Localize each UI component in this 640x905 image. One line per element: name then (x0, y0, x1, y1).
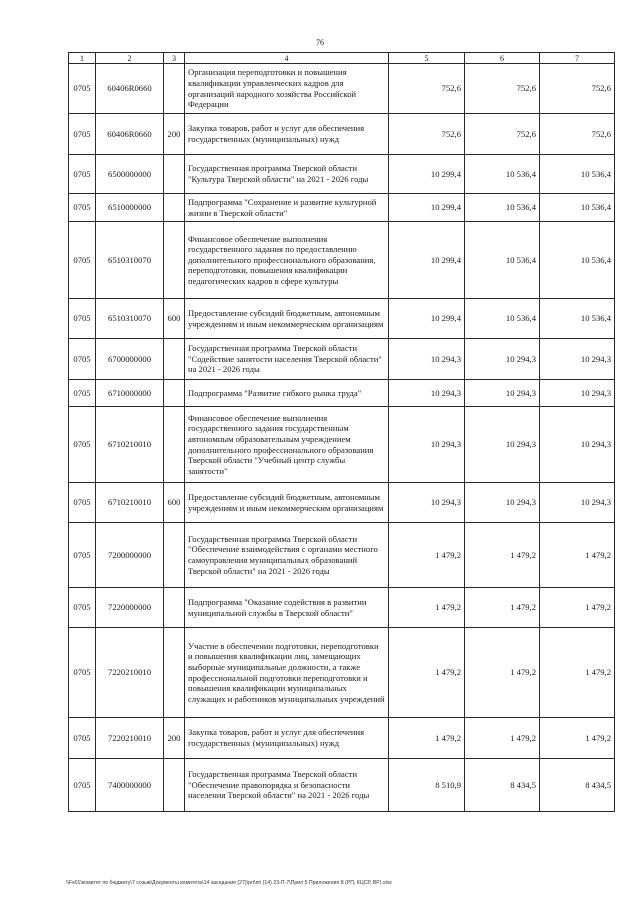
table-row (69, 64, 615, 114)
expense-kind-code (164, 628, 185, 718)
expense-kind-code (164, 407, 185, 483)
amount-year-1: 10 299,4 (389, 155, 465, 194)
target-article-code: 60406R0660 (96, 64, 164, 114)
item-name: Государственная программа Тверской области "Обеспечение взаимодействия с органами местного самоуправления муниципальных образований Тверской области" на 2021 - 2026 годы (185, 523, 389, 588)
amount-year-2: 1 479,2 (465, 588, 540, 628)
target-article-code: 6710000000 (96, 380, 164, 407)
amount-year-3: 10 294,3 (540, 483, 615, 523)
item-name: Подпрограмма "Развитие гибкого рынка труда" (185, 380, 389, 407)
section-code: 0705 (69, 114, 96, 155)
item-name: Государственная программа Тверской области "Культура Тверской области" на 2021 - 2026 годы (185, 155, 389, 194)
amount-year-2: 1 479,2 (465, 523, 540, 588)
amount-year-3: 1 479,2 (540, 523, 615, 588)
section-code: 0705 (69, 759, 96, 812)
item-name: Закупка товаров, работ и услуг для обеспечения государственных (муниципальных) нужд (185, 114, 389, 155)
target-article-code: 6710210010 (96, 407, 164, 483)
amount-year-3: 10 536,4 (540, 299, 615, 339)
table-row (69, 299, 615, 339)
amount-year-1: 10 299,4 (389, 222, 465, 299)
target-article-code: 60406R0660 (96, 114, 164, 155)
column-number: 2 (96, 53, 164, 64)
amount-year-3: 10 536,4 (540, 222, 615, 299)
target-article-code: 6510310070 (96, 299, 164, 339)
amount-year-2: 10 294,3 (465, 339, 540, 380)
amount-year-2: 10 536,4 (465, 155, 540, 194)
expense-kind-code (164, 155, 185, 194)
table-row (69, 114, 615, 155)
column-number: 5 (389, 53, 465, 64)
item-name: Государственная программа Тверской области "Обеспечение правопорядка и безопасности населения Тверской области" на 2021 - 2026 годы (185, 759, 389, 812)
amount-year-3: 1 479,2 (540, 718, 615, 759)
section-code: 0705 (69, 299, 96, 339)
table-row (69, 222, 615, 299)
table-row (69, 523, 615, 588)
expense-kind-code (164, 380, 185, 407)
item-name: Финансовое обеспечение выполнения государственного задания государственным автономным образовательным учреждением дополнительного профессионального образования Тверской области "Учебный центр службы занятости" (185, 407, 389, 483)
amount-year-1: 10 294,3 (389, 339, 465, 380)
expense-kind-code (164, 222, 185, 299)
amount-year-1: 10 299,4 (389, 299, 465, 339)
expense-kind-code (164, 64, 185, 114)
amount-year-1: 1 479,2 (389, 628, 465, 718)
expense-kind-code (164, 339, 185, 380)
amount-year-2: 10 294,3 (465, 483, 540, 523)
section-code: 0705 (69, 483, 96, 523)
amount-year-2: 10 294,3 (465, 407, 540, 483)
item-name: Организация переподготовки и повышения квалификации управленческих кадров для организаций народного хозяйства Российской Федерации (185, 64, 389, 114)
amount-year-2: 10 536,4 (465, 222, 540, 299)
item-name: Закупка товаров, работ и услуг для обеспечения государственных (муниципальных) нужд (185, 718, 389, 759)
amount-year-2: 1 479,2 (465, 628, 540, 718)
table-row (69, 759, 615, 812)
item-name: Подпрограмма "Оказание содействия в развитии муниципальной службы в Тверской области" (185, 588, 389, 628)
amount-year-2: 8 434,5 (465, 759, 540, 812)
section-code: 0705 (69, 222, 96, 299)
target-article-code: 6510000000 (96, 194, 164, 222)
column-number: 4 (185, 53, 389, 64)
item-name: Финансовое обеспечение выполнения государственного задания по предоставлению дополнительного профессионального образования, переподготовки, повышения квалификации педагогических кадров в сфере культуры (185, 222, 389, 299)
expense-kind-code (164, 194, 185, 222)
amount-year-2: 10 536,4 (465, 194, 540, 222)
amount-year-2: 10 536,4 (465, 299, 540, 339)
page-number: 76 (316, 38, 324, 47)
amount-year-3: 10 294,3 (540, 380, 615, 407)
amount-year-1: 10 294,3 (389, 380, 465, 407)
amount-year-1: 752,6 (389, 114, 465, 155)
column-number: 6 (465, 53, 540, 64)
expense-kind-code: 200 (164, 718, 185, 759)
table-row (69, 380, 615, 407)
budget-table (68, 52, 615, 812)
target-article-code: 6710210010 (96, 483, 164, 523)
section-code: 0705 (69, 588, 96, 628)
column-number: 1 (69, 53, 96, 64)
table-row (69, 339, 615, 380)
target-article-code: 7220000000 (96, 588, 164, 628)
expense-kind-code (164, 759, 185, 812)
amount-year-1: 10 294,3 (389, 483, 465, 523)
target-article-code: 6500000000 (96, 155, 164, 194)
expense-kind-code (164, 523, 185, 588)
amount-year-1: 10 299,4 (389, 194, 465, 222)
target-article-code: 6510310070 (96, 222, 164, 299)
target-article-code: 6700000000 (96, 339, 164, 380)
amount-year-1: 1 479,2 (389, 718, 465, 759)
table-row (69, 407, 615, 483)
item-name: Подпрограмма "Сохранение и развитие культурной жизни в Тверской области" (185, 194, 389, 222)
amount-year-2: 752,6 (465, 64, 540, 114)
table-row (69, 588, 615, 628)
amount-year-1: 752,6 (389, 64, 465, 114)
expense-kind-code: 200 (164, 114, 185, 155)
expense-kind-code: 600 (164, 483, 185, 523)
target-article-code: 7220210010 (96, 628, 164, 718)
amount-year-2: 1 479,2 (465, 718, 540, 759)
amount-year-3: 1 479,2 (540, 628, 615, 718)
target-article-code: 7400000000 (96, 759, 164, 812)
amount-year-3: 10 294,3 (540, 339, 615, 380)
amount-year-3: 752,6 (540, 114, 615, 155)
column-number: 3 (164, 53, 185, 64)
amount-year-1: 8 510,9 (389, 759, 465, 812)
amount-year-1: 1 479,2 (389, 588, 465, 628)
file-path-footer: \\Fs01\комитет по бюджету\7 созыв\Документы комитета\14 заседание (27)\prt\пп (14) 23-П-7\Прил 5 Приложения 8 (РП, КЦСР, ВР).xlsx (66, 880, 392, 886)
item-name: Предоставление субсидий бюджетным, автономным учреждениям и иным некоммерческим организациям (185, 299, 389, 339)
section-code: 0705 (69, 407, 96, 483)
amount-year-3: 10 294,3 (540, 407, 615, 483)
amount-year-3: 10 536,4 (540, 155, 615, 194)
target-article-code: 7220210010 (96, 718, 164, 759)
section-code: 0705 (69, 155, 96, 194)
section-code: 0705 (69, 64, 96, 114)
amount-year-3: 8 434,5 (540, 759, 615, 812)
expense-kind-code (164, 588, 185, 628)
table-row (69, 718, 615, 759)
item-name: Государственная программа Тверской области "Содействие занятости населения Тверской области" на 2021 - 2026 годы (185, 339, 389, 380)
table-row (69, 194, 615, 222)
target-article-code: 7200000000 (96, 523, 164, 588)
table-row (69, 155, 615, 194)
amount-year-3: 752,6 (540, 64, 615, 114)
item-name: Участие в обеспечении подготовки, переподготовки и повышения квалификации лиц, замещающих выборные муниципальные должности, а также профессиональной подготовки переподготовки и повышения квалификации муниципальных служащих и работников муниципальных учреждений (185, 628, 389, 718)
amount-year-1: 1 479,2 (389, 523, 465, 588)
column-number-row (69, 53, 615, 64)
item-name: Предоставление субсидий бюджетным, автономным учреждениям и иным некоммерческим организациям (185, 483, 389, 523)
section-code: 0705 (69, 380, 96, 407)
column-number: 7 (540, 53, 615, 64)
amount-year-2: 10 294,3 (465, 380, 540, 407)
expense-kind-code: 600 (164, 299, 185, 339)
amount-year-2: 752,6 (465, 114, 540, 155)
section-code: 0705 (69, 194, 96, 222)
table-row (69, 483, 615, 523)
amount-year-3: 1 479,2 (540, 588, 615, 628)
amount-year-1: 10 294,3 (389, 407, 465, 483)
amount-year-3: 10 536,4 (540, 194, 615, 222)
section-code: 0705 (69, 339, 96, 380)
section-code: 0705 (69, 718, 96, 759)
section-code: 0705 (69, 628, 96, 718)
table-row (69, 628, 615, 718)
section-code: 0705 (69, 523, 96, 588)
